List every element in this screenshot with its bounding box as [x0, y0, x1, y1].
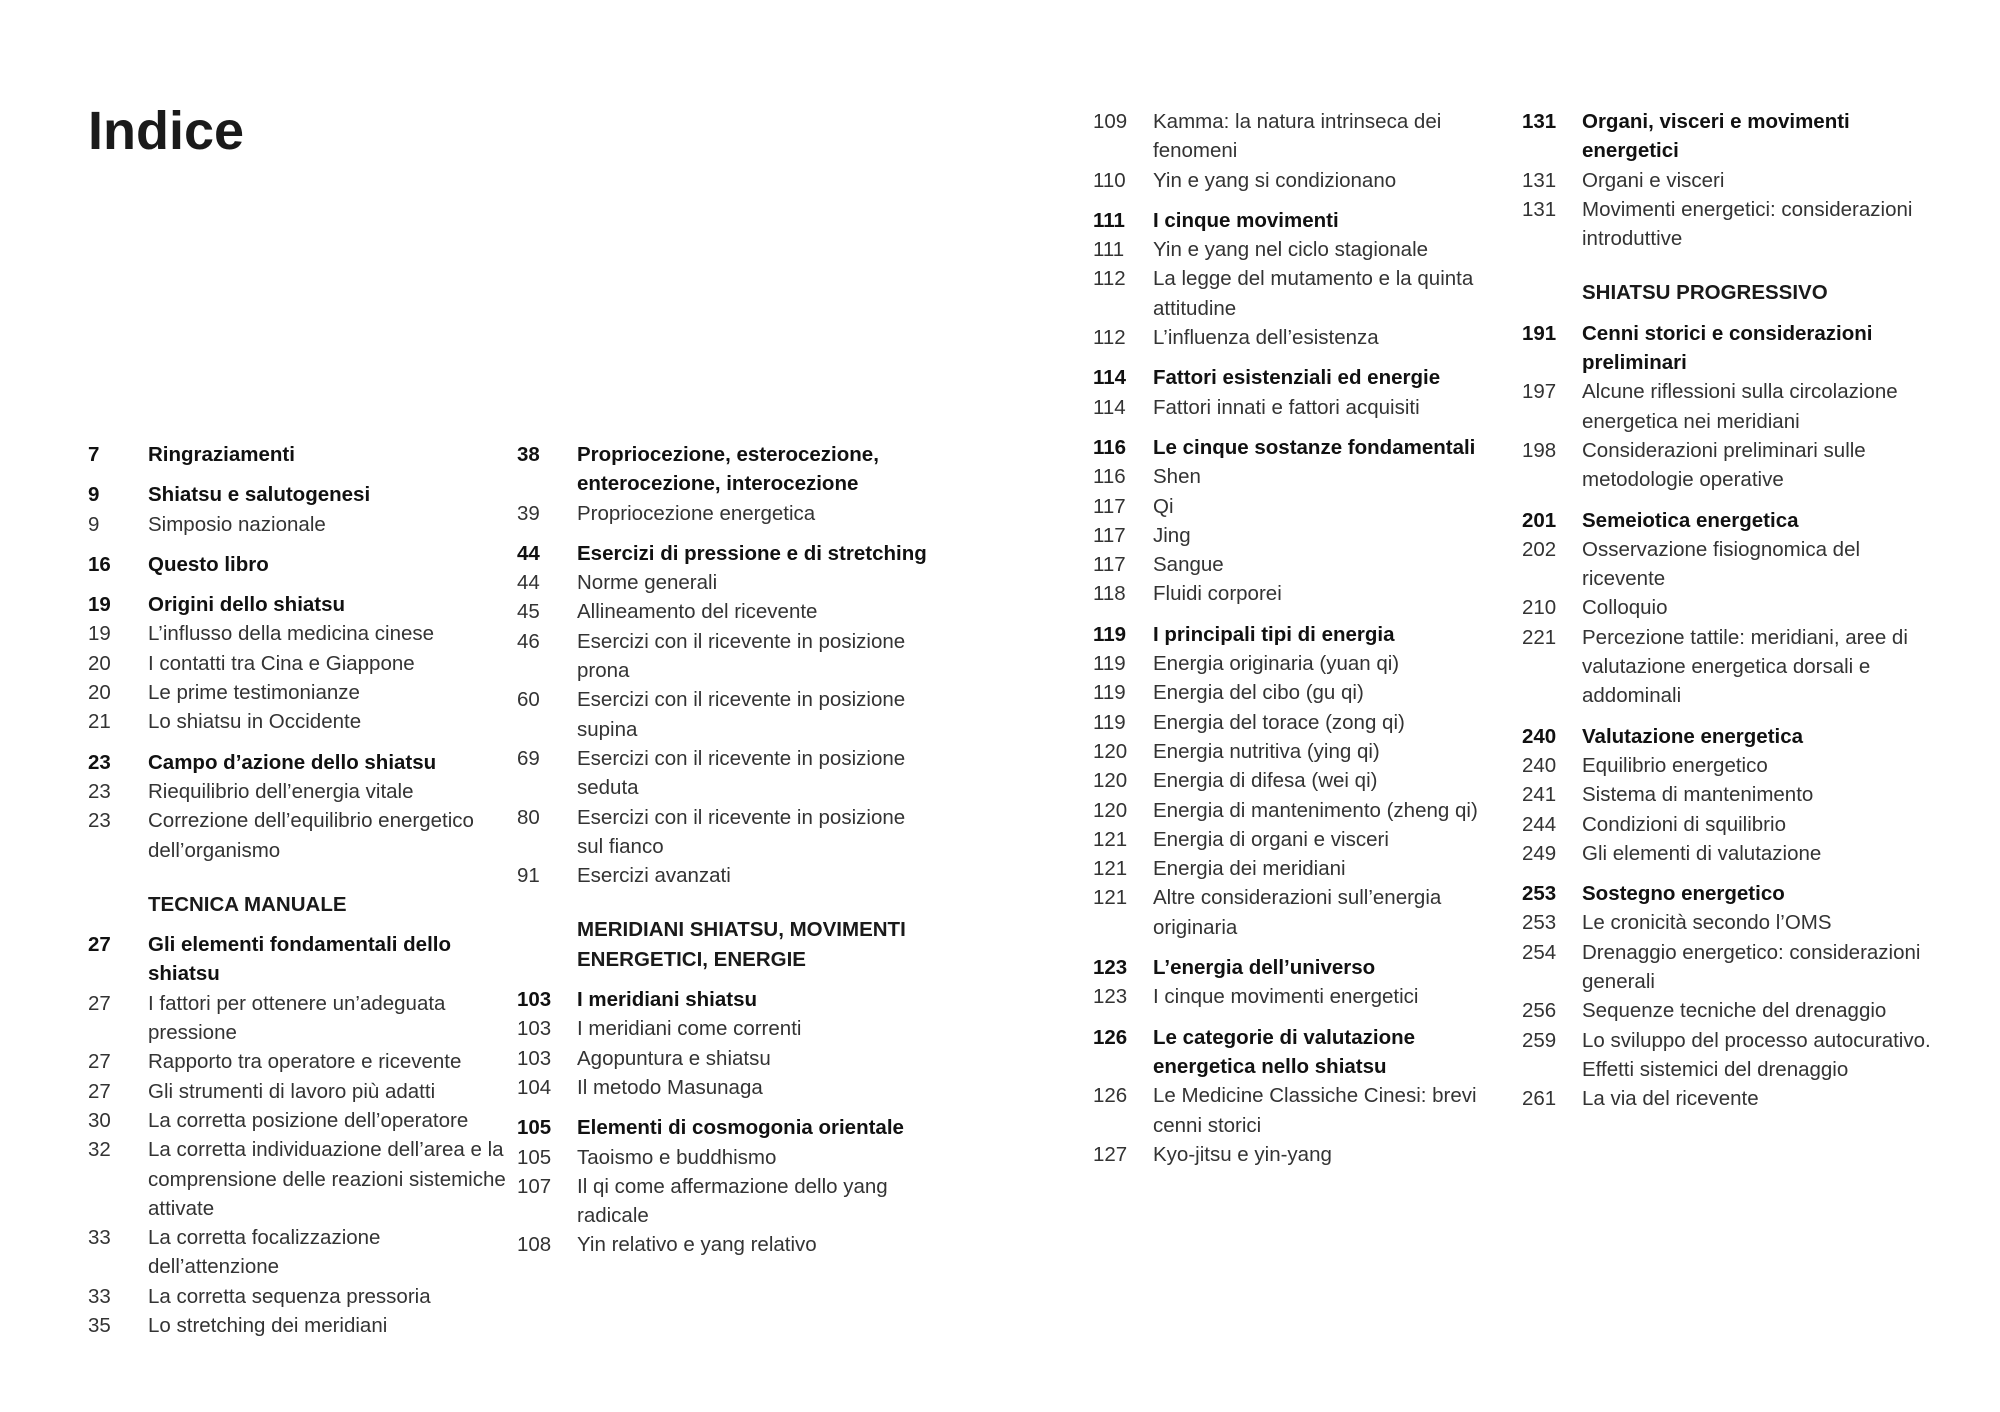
toc-subentry: [1093, 649, 1511, 678]
toc-subentry: [517, 1172, 935, 1231]
entry-title: Gli elementi di valutazione: [1582, 841, 1822, 865]
toc-subentry: [1093, 166, 1511, 195]
page-number: 27: [88, 1050, 111, 1074]
entry-title: Yin relativo e yang relativo: [577, 1233, 817, 1257]
entry-title: I principali tipi di energia: [1153, 622, 1395, 646]
page-number: 23: [88, 779, 111, 803]
toc-subentry: [88, 678, 506, 707]
entry-title: Agopuntura e shiatsu: [577, 1046, 771, 1070]
entry-title: I cinque movimenti: [1153, 208, 1339, 232]
toc-subentry: [517, 1143, 935, 1172]
page-number: 253: [1522, 911, 1557, 935]
page-number: 244: [1522, 812, 1557, 836]
toc-subentry: [1093, 796, 1511, 825]
page-number: 110: [1093, 168, 1126, 192]
entry-title: I fattori per ottenere un’adeguata pressione: [148, 991, 446, 1045]
page-number: 91: [517, 864, 540, 888]
entry-title: Considerazioni preliminari sulle metodologie operative: [1582, 438, 1866, 492]
toc-chapter: [517, 539, 935, 568]
page-number: 23: [88, 750, 111, 774]
toc-subentry: [517, 861, 935, 890]
entry-title: Yin e yang nel ciclo stagionale: [1153, 238, 1429, 262]
toc-chapter: [1093, 1023, 1511, 1082]
entry-title: Elementi di cosmogonia orientale: [577, 1116, 904, 1140]
page-number: 44: [517, 571, 540, 595]
page-number: 121: [1093, 827, 1128, 851]
page-number: 197: [1522, 380, 1557, 404]
page-number: 9: [88, 512, 100, 536]
entry-title: I cinque movimenti energetici: [1153, 985, 1419, 1009]
toc-chapter: [88, 590, 506, 619]
entry-title: Energia di mantenimento (zheng qi): [1153, 798, 1478, 822]
page-number: 44: [517, 541, 540, 565]
entry-title: Colloquio: [1582, 596, 1668, 620]
toc-subentry: [517, 568, 935, 597]
entry-title: Origini dello shiatsu: [148, 593, 346, 617]
toc-chapter: [1522, 107, 1940, 166]
page-number: 39: [517, 501, 540, 525]
page-number: 116: [1093, 465, 1126, 489]
entry-title: Ringraziamenti: [148, 443, 295, 466]
entry-title: Movimenti energetici: considerazioni introduttive: [1582, 197, 1913, 251]
entry-title: L’energia dell’universo: [1153, 956, 1376, 980]
page-number: 241: [1522, 783, 1557, 807]
page-number: 46: [517, 629, 540, 653]
page-number: 107: [517, 1174, 552, 1198]
entry-title: Energia del torace (zong qi): [1153, 710, 1405, 734]
toc-subentry: [1093, 579, 1511, 608]
page-number: 114: [1093, 395, 1126, 419]
toc-chapter: [1093, 363, 1511, 392]
toc-subentry: [88, 1223, 506, 1282]
page-number: 35: [88, 1314, 111, 1338]
entry-title: Le prime testimonianze: [148, 681, 360, 705]
entry-title: Cenni storici e considerazioni preliminari: [1582, 321, 1873, 375]
toc-subentry: [88, 1047, 506, 1076]
toc-subentry: [1522, 810, 1940, 839]
page-number: 249: [1522, 841, 1557, 865]
page-number: 253: [1522, 882, 1557, 906]
entry-title: I contatti tra Cina e Giappone: [148, 651, 415, 675]
entry-title: Osservazione fisiognomica del ricevente: [1582, 537, 1861, 591]
entry-title: Correzione dell’equilibrio energetico dell’organismo: [148, 809, 474, 862]
toc-subentry: [1093, 492, 1511, 521]
entry-title: I meridiani shiatsu: [577, 988, 757, 1012]
page-number: 109: [1093, 110, 1128, 133]
entry-title: Percezione tattile: meridiani, aree di valutazione energetica dorsali e addominali: [1582, 625, 1908, 708]
page-number: 27: [88, 1079, 111, 1103]
page-number: 119: [1093, 622, 1127, 646]
entry-title: Rapporto tra operatore e ricevente: [148, 1050, 462, 1074]
entry-title: L’influenza dell’esistenza: [1153, 326, 1379, 350]
page-number: 7: [88, 443, 100, 466]
toc-subentry: [1522, 1026, 1940, 1085]
page-number: 117: [1093, 553, 1126, 577]
page-number: 103: [517, 1046, 552, 1070]
toc-subentry: [88, 777, 506, 806]
entry-title: Riequilibrio dell’energia vitale: [148, 779, 414, 803]
page-number: 69: [517, 746, 540, 770]
page-number: 221: [1522, 625, 1557, 649]
toc-subentry: [88, 707, 506, 736]
toc-subentry: [88, 1135, 506, 1223]
entry-title: Energia dei meridiani: [1153, 857, 1346, 881]
page-number: 112: [1093, 326, 1126, 350]
entry-title: Il metodo Masunaga: [577, 1075, 763, 1099]
toc-column-2: [517, 440, 935, 1260]
toc-subentry: [88, 989, 506, 1048]
entry-title: Drenaggio energetico: considerazioni generali: [1582, 940, 1921, 994]
toc-subentry: [1522, 996, 1940, 1025]
entry-title: Altre considerazioni sull’energia originaria: [1153, 886, 1442, 939]
toc-subentry: [1522, 377, 1940, 436]
toc-subentry: [1093, 982, 1511, 1011]
toc-subentry: [1093, 737, 1511, 766]
toc-subentry: [1093, 1140, 1511, 1169]
entry-title: Esercizi con il ricevente in posizione seduta: [577, 746, 906, 800]
entry-title: Gli strumenti di lavoro più adatti: [148, 1079, 436, 1103]
entry-title: Condizioni di squilibrio: [1582, 812, 1786, 836]
page-number: 103: [517, 1017, 552, 1041]
toc-subentry: [517, 685, 935, 744]
toc-chapter: [517, 1113, 935, 1142]
toc-subentry: [517, 499, 935, 528]
page-number: 111: [1093, 238, 1125, 262]
toc-subentry: [1093, 825, 1511, 854]
entry-title: Jing: [1153, 523, 1191, 547]
entry-title: Shiatsu e salutogenesi: [148, 483, 371, 507]
entry-title: Energia nutritiva (ying qi): [1153, 739, 1380, 763]
toc-subentry: [1093, 1081, 1511, 1140]
toc-subentry: [1522, 938, 1940, 997]
entry-title: Esercizi con il ricevente in posizione sul fianco: [577, 805, 906, 858]
entry-title: Allineamento del ricevente: [577, 600, 818, 624]
toc-subentry: [1522, 623, 1940, 711]
page-number: 131: [1522, 110, 1557, 133]
toc-chapter: [517, 440, 935, 499]
section-heading: MERIDIANI SHIATSU, MOVIMENTI ENERGETICI, ENERGIE: [577, 918, 906, 971]
toc-subentry: [1093, 550, 1511, 579]
toc-subentry: [517, 744, 935, 803]
entry-title: Organi e visceri: [1582, 168, 1725, 192]
page-number: 119: [1093, 681, 1126, 705]
entry-title: Simposio nazionale: [148, 512, 326, 536]
entry-title: I meridiani come correnti: [577, 1017, 802, 1041]
entry-title: Questo libro: [148, 552, 269, 576]
page-number: 198: [1522, 438, 1557, 462]
page-number: 80: [517, 805, 540, 829]
toc-subentry: [1093, 323, 1511, 352]
toc-subentry: [1522, 1084, 1940, 1113]
toc-chapter: [1093, 620, 1511, 649]
entry-title: Energia originaria (yuan qi): [1153, 652, 1400, 676]
entry-title: Fattori esistenziali ed energie: [1153, 366, 1441, 390]
toc-subentry: [1522, 535, 1940, 594]
page-title: Indice: [88, 101, 245, 161]
page-number: 191: [1522, 321, 1557, 345]
entry-title: La legge del mutamento e la quinta attitudine: [1153, 267, 1474, 320]
page-number: 201: [1522, 508, 1557, 532]
section-heading: SHIATSU PROGRESSIVO: [1582, 281, 1828, 305]
page-number: 45: [517, 600, 540, 624]
entry-title: Equilibrio energetico: [1582, 753, 1768, 777]
toc-subentry: [1093, 766, 1511, 795]
page-number: 120: [1093, 798, 1128, 822]
toc-chapter: [1093, 953, 1511, 982]
page-number: 20: [88, 651, 111, 675]
toc-chapter: [1522, 319, 1940, 378]
page-number: 104: [517, 1075, 552, 1099]
page-number: 121: [1093, 857, 1128, 881]
page-number: 27: [88, 991, 111, 1015]
page-number: 131: [1522, 197, 1557, 221]
page-number: 105: [517, 1145, 552, 1169]
entry-title: Lo shiatsu in Occidente: [148, 710, 362, 734]
page-number: 19: [88, 593, 111, 617]
toc-subentry: [517, 627, 935, 686]
entry-title: La corretta posizione dell’operatore: [148, 1108, 469, 1132]
entry-title: Kyo-jitsu e yin-yang: [1153, 1142, 1332, 1166]
entry-title: Fattori innati e fattori acquisiti: [1153, 395, 1420, 419]
page-number: 202: [1522, 537, 1557, 561]
toc-subentry: [88, 1282, 506, 1311]
page-number: 120: [1093, 739, 1128, 763]
page-number: 127: [1093, 1142, 1128, 1166]
page-number: 30: [88, 1108, 111, 1132]
toc-chapter: [517, 985, 935, 1014]
toc-subentry: [1522, 593, 1940, 622]
toc-chapter: [1093, 433, 1511, 462]
toc-subentry: [517, 1073, 935, 1102]
page-number: 131: [1522, 168, 1557, 192]
toc-subentry: [1093, 107, 1511, 166]
entry-title: Taoismo e buddhismo: [577, 1145, 777, 1169]
entry-title: Yin e yang si condizionano: [1153, 168, 1397, 192]
page-number: 240: [1522, 753, 1557, 777]
entry-title: Gli elementi fondamentali dello shiatsu: [148, 933, 451, 986]
toc-subentry: [1093, 393, 1511, 422]
toc-column-4: [1522, 107, 1940, 1114]
entry-title: Sangue: [1153, 553, 1224, 577]
toc-subentry: [517, 597, 935, 626]
entry-title: Energia di organi e visceri: [1153, 827, 1389, 851]
toc-subentry: [1093, 678, 1511, 707]
toc-subentry: [1522, 195, 1940, 254]
page-number: 112: [1093, 267, 1126, 291]
entry-title: Campo d’azione dello shiatsu: [148, 750, 437, 774]
page-number: 116: [1093, 435, 1127, 459]
page-number: 9: [88, 483, 100, 507]
page-number: 60: [517, 688, 540, 712]
page-number: 27: [88, 933, 111, 957]
toc-column-1: [88, 440, 506, 1340]
toc-subentry: [88, 1106, 506, 1135]
page-number: 123: [1093, 956, 1128, 980]
entry-title: Kamma: la natura intrinseca dei fenomeni: [1153, 110, 1442, 163]
toc-column-3: [1093, 107, 1511, 1169]
page-number: 119: [1093, 710, 1126, 734]
entry-title: Il qi come affermazione dello yang radicale: [577, 1174, 888, 1228]
entry-title: Alcune riflessioni sulla circolazione energetica nei meridiani: [1582, 380, 1898, 433]
page-number: 38: [517, 443, 540, 466]
toc-chapter: [1522, 879, 1940, 908]
toc-chapter: [1522, 506, 1940, 535]
toc-subentry: [1522, 780, 1940, 809]
entry-title: Sostegno energetico: [1582, 882, 1785, 906]
entry-title: La corretta sequenza pressoria: [148, 1284, 431, 1308]
page-number: 254: [1522, 940, 1557, 964]
toc-subentry: [88, 510, 506, 539]
toc-subentry: [1522, 839, 1940, 868]
page-number: 126: [1093, 1025, 1128, 1049]
entry-title: Lo stretching dei meridiani: [148, 1314, 388, 1338]
entry-title: Lo sviluppo del processo autocurativo. Effetti sistemici del drenaggio: [1582, 1028, 1931, 1081]
toc-chapter: [1522, 722, 1940, 751]
toc-subentry: [88, 1077, 506, 1106]
entry-title: Esercizi con il ricevente in posizione prona: [577, 629, 906, 683]
page-number: 117: [1093, 523, 1126, 547]
toc-chapter: [88, 748, 506, 777]
toc-chapter: [1093, 206, 1511, 235]
toc-subentry: [1093, 854, 1511, 883]
entry-title: Le cinque sostanze fondamentali: [1153, 435, 1476, 459]
page-number: 21: [88, 710, 111, 734]
toc-subentry: [88, 1311, 506, 1340]
toc-subentry: [1093, 708, 1511, 737]
page-number: 126: [1093, 1084, 1128, 1108]
page-number: 111: [1093, 208, 1125, 232]
page-number: 259: [1522, 1028, 1557, 1052]
entry-title: La corretta individuazione dell’area e la comprensione delle reazioni sistemiche attivate: [148, 1138, 506, 1220]
entry-title: Propriocezione energetica: [577, 501, 816, 525]
page-number: 117: [1093, 494, 1126, 518]
page-number: 261: [1522, 1087, 1557, 1111]
toc-subentry: [1093, 462, 1511, 491]
entry-title: Esercizi con il ricevente in posizione supina: [577, 688, 906, 741]
entry-title: Valutazione energetica: [1582, 724, 1804, 748]
page-number: 16: [88, 552, 111, 576]
page-number: 20: [88, 681, 111, 705]
entry-title: Qi: [1153, 494, 1174, 518]
page-number: 103: [517, 988, 552, 1012]
toc-subentry: [88, 619, 506, 648]
entry-title: L’influsso della medicina cinese: [148, 622, 435, 646]
page-number: 119: [1093, 652, 1126, 676]
entry-title: Esercizi avanzati: [577, 864, 731, 888]
page-number: 33: [88, 1284, 111, 1308]
toc-chapter: [88, 550, 506, 579]
entry-title: La corretta focalizzazione dell’attenzione: [148, 1226, 381, 1279]
entry-title: Esercizi di pressione e di stretching: [577, 541, 927, 565]
entry-title: Norme generali: [577, 571, 718, 595]
entry-title: Propriocezione, esterocezione, enterocezione, interocezione: [577, 443, 879, 496]
page-number: 33: [88, 1226, 111, 1250]
page-number: 105: [517, 1116, 552, 1140]
page-number: 121: [1093, 886, 1128, 910]
toc-subentry: [517, 1230, 935, 1259]
entry-title: La via del ricevente: [1582, 1087, 1759, 1111]
entry-title: Le Medicine Classiche Cinesi: brevi cenni storici: [1153, 1084, 1477, 1137]
toc-subentry: [1522, 166, 1940, 195]
toc-subentry: [1522, 751, 1940, 780]
entry-title: Le categorie di valutazione energetica nello shiatsu: [1153, 1025, 1416, 1078]
toc-subentry: [88, 806, 506, 865]
page-number: 19: [88, 622, 111, 646]
entry-title: Sequenze tecniche del drenaggio: [1582, 999, 1887, 1023]
entry-title: Sistema di mantenimento: [1582, 783, 1814, 807]
entry-title: Fluidi corporei: [1153, 582, 1282, 606]
page-number: 32: [88, 1138, 111, 1162]
page-number: 123: [1093, 985, 1128, 1009]
toc-subentry: [1522, 436, 1940, 495]
page-number: 108: [517, 1233, 552, 1257]
entry-title: Organi, visceri e movimenti energetici: [1582, 110, 1850, 163]
page-number: 120: [1093, 769, 1128, 793]
entry-title: Semeiotica energetica: [1582, 508, 1799, 532]
page-number: 114: [1093, 366, 1127, 390]
toc-subentry: [1093, 883, 1511, 942]
entry-title: Shen: [1153, 465, 1201, 489]
page-number: 23: [88, 809, 111, 833]
page-number: 118: [1093, 582, 1126, 606]
page-number: 256: [1522, 999, 1557, 1023]
toc-subentry: [1093, 235, 1511, 264]
entry-title: Energia di difesa (wei qi): [1153, 769, 1378, 793]
toc-chapter: [88, 480, 506, 509]
toc-chapter: [88, 440, 506, 469]
toc-chapter: [88, 930, 506, 989]
toc-subentry: [1093, 521, 1511, 550]
toc-subentry: [517, 803, 935, 862]
page-number: 240: [1522, 724, 1557, 748]
toc-subentry: [517, 1014, 935, 1043]
toc-subentry: [517, 1044, 935, 1073]
entry-title: Le cronicità secondo l’OMS: [1582, 911, 1832, 935]
toc-subentry: [88, 649, 506, 678]
page-number: 210: [1522, 596, 1557, 620]
section-heading: TECNICA MANUALE: [148, 892, 347, 916]
toc-subentry: [1093, 264, 1511, 323]
toc-subentry: [1522, 908, 1940, 937]
entry-title: Energia del cibo (gu qi): [1153, 681, 1364, 705]
